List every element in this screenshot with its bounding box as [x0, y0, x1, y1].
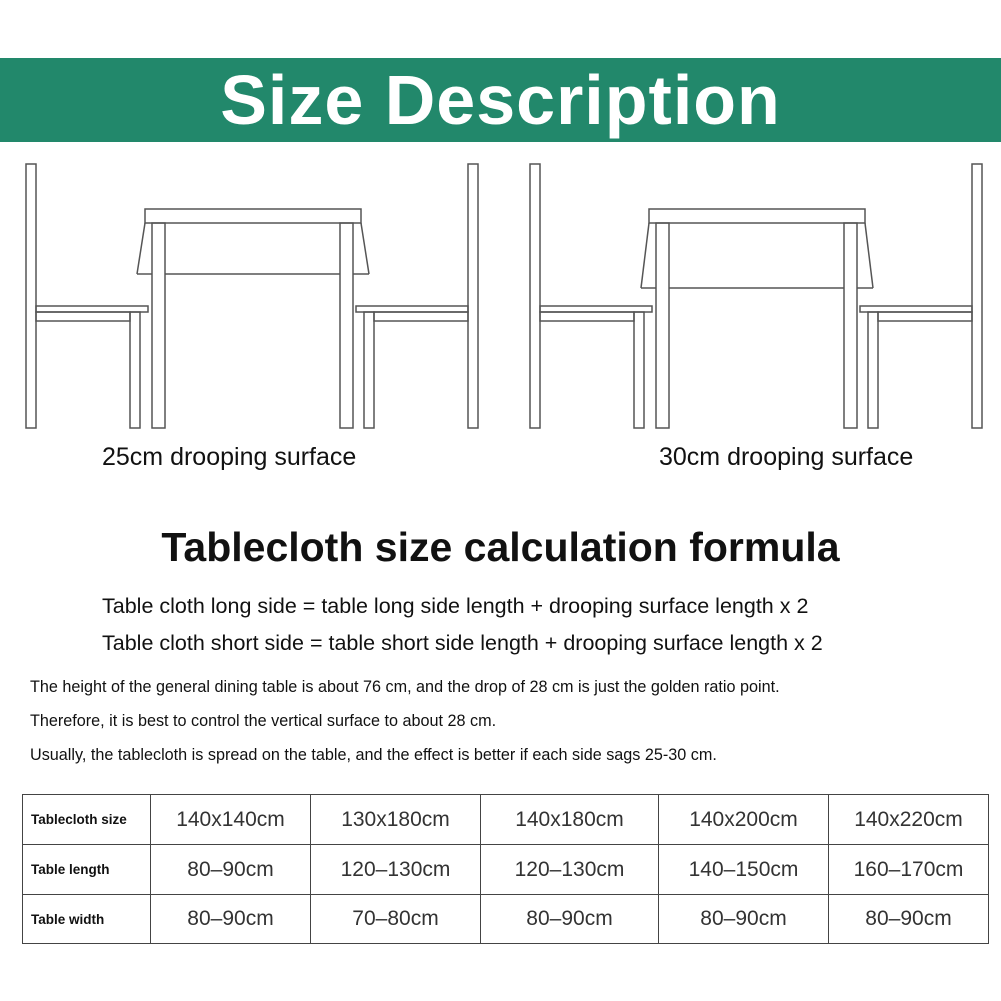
table-leg-left: [152, 223, 165, 428]
table-cell: 70–80cm: [311, 895, 481, 944]
left-chair-leg: [634, 312, 644, 428]
table-cell: 120–130cm: [311, 845, 481, 895]
right-chair-seat: [860, 306, 972, 312]
left-chair-back: [530, 164, 540, 428]
table-cell: 120–130cm: [481, 845, 659, 895]
page-title: Size Description: [220, 61, 781, 139]
right-chair-leg: [868, 312, 878, 428]
left-chair-leg: [130, 312, 140, 428]
left-chair-seat: [540, 306, 652, 312]
table-cell: 80–90cm: [659, 895, 829, 944]
caption-30cm: 30cm drooping surface: [659, 443, 914, 471]
right-chair-seat: [356, 306, 468, 312]
right-chair-leg: [364, 312, 374, 428]
formula-title: Tablecloth size calculation formula: [161, 524, 840, 570]
table-cell: 80–90cm: [151, 895, 311, 944]
table-top: [649, 209, 865, 223]
title-banner: [0, 58, 1001, 142]
table-top: [145, 209, 361, 223]
table-cell: 80–90cm: [481, 895, 659, 944]
table-cell: 140x200cm: [659, 795, 829, 845]
formula-short-side: Table cloth short side = table short side length + drooping surface length x 2: [102, 631, 823, 655]
note-line: Usually, the tablecloth is spread on the table, and the effect is better if each side sags 25-30 cm.: [30, 746, 717, 764]
table-cell: 140x180cm: [481, 795, 659, 845]
table-cell: 140–150cm: [659, 845, 829, 895]
table-drawing-25cm: [22, 160, 482, 435]
right-chair-back: [972, 164, 982, 428]
diagram-30cm: [526, 160, 986, 435]
caption-25cm: 25cm drooping surface: [102, 443, 357, 471]
diagram-25cm: [22, 160, 482, 435]
table-leg-right: [340, 223, 353, 428]
table-leg-left: [656, 223, 669, 428]
table-cell: 160–170cm: [829, 845, 989, 895]
right-chair-back: [468, 164, 478, 428]
table-cell: 140x220cm: [829, 795, 989, 845]
row-header: Tablecloth size: [23, 795, 151, 845]
table-row: [23, 895, 989, 944]
size-table: [22, 794, 989, 944]
row-header: Table length: [23, 845, 151, 895]
left-chair-back: [26, 164, 36, 428]
table-cell: 80–90cm: [829, 895, 989, 944]
table-leg-right: [844, 223, 857, 428]
table-row: [23, 795, 989, 845]
table-cell: 80–90cm: [151, 845, 311, 895]
table-row: [23, 845, 989, 895]
table-cell: 130x180cm: [311, 795, 481, 845]
row-header: Table width: [23, 895, 151, 944]
note-line: Therefore, it is best to control the vertical surface to about 28 cm.: [30, 712, 497, 730]
table-cell: 140x140cm: [151, 795, 311, 845]
table-drawing-30cm: [526, 160, 986, 435]
note-line: The height of the general dining table is about 76 cm, and the drop of 28 cm is just the golden ratio point.: [30, 678, 780, 696]
formula-long-side: Table cloth long side = table long side length + drooping surface length x 2: [102, 594, 809, 618]
left-chair-seat: [36, 306, 148, 312]
